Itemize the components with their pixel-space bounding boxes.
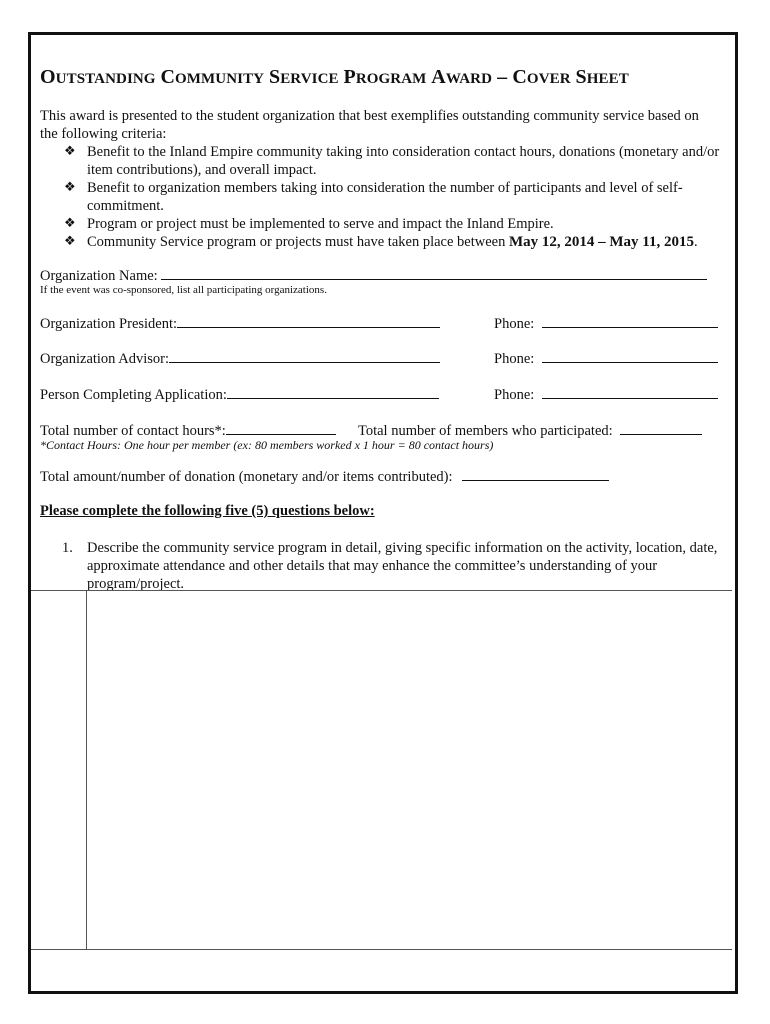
eligibility-dates: May 12, 2014 – May 11, 2015 xyxy=(508,234,694,250)
question-number: 1. xyxy=(62,540,73,556)
advisor-row xyxy=(40,348,440,368)
advisor-phone-field[interactable] xyxy=(542,348,718,363)
answer-box-bottom-border xyxy=(31,949,732,950)
president-phone-row xyxy=(494,313,718,333)
president-field[interactable] xyxy=(177,313,440,328)
advisor-field[interactable] xyxy=(169,348,440,363)
contact-hours-label: Total number of contact hours*: xyxy=(40,423,226,439)
criteria-item: ❖ Benefit to the Inland Empire community taking into consideration contact hours, donations (monetary and/or item contributions), and overall impact. xyxy=(64,144,720,178)
members-field[interactable] xyxy=(620,420,702,435)
members-row xyxy=(358,420,702,440)
contact-hours-row xyxy=(40,420,336,440)
question-item xyxy=(64,539,720,593)
president-phone-field[interactable] xyxy=(542,313,718,328)
donation-label: Total amount/number of donation (monetary and/or items contributed): xyxy=(40,469,453,485)
person-completing-field[interactable] xyxy=(227,384,439,399)
criteria-list xyxy=(64,143,724,251)
phone-label: Phone: xyxy=(494,387,535,403)
questions-heading: Please complete the following five (5) questions below: xyxy=(40,503,375,519)
criteria-item: ❖ Community Service program or projects must have taken place between May 12, 2014 – May 11, 2015. xyxy=(64,234,698,250)
intro-paragraph: This award is presented to the student organization that best exemplifies outstanding community service based on the following criteria: xyxy=(40,108,699,142)
members-label: Total number of members who participated: xyxy=(358,423,613,439)
page-title: OUTSTANDING COMMUNITY SERVICE PROGRAM AWARD – COVER SHEET xyxy=(40,66,629,88)
org-name-row xyxy=(40,265,707,285)
person-completing-row xyxy=(40,384,439,404)
diamond-bullet-icon: ❖ xyxy=(64,180,76,195)
person-phone-row xyxy=(494,384,718,404)
diamond-bullet-icon: ❖ xyxy=(64,144,76,159)
cosponsor-note: If the event was co-sponsored, list all participating organizations. xyxy=(40,284,327,296)
contact-hours-note: *Contact Hours: One hour per member (ex: 80 members worked x 1 hour = 80 contact hours) xyxy=(40,438,494,452)
advisor-label: Organization Advisor: xyxy=(40,351,170,367)
diamond-bullet-icon: ❖ xyxy=(64,234,76,249)
phone-label: Phone: xyxy=(494,316,535,332)
phone-label: Phone: xyxy=(494,351,535,367)
person-phone-field[interactable] xyxy=(542,384,718,399)
donation-row xyxy=(40,466,609,486)
criteria-item: ❖ Program or project must be implemented to serve and impact the Inland Empire. xyxy=(64,216,554,232)
org-name-field[interactable] xyxy=(161,265,707,280)
advisor-phone-row xyxy=(494,348,718,368)
org-name-label: Organization Name: xyxy=(40,268,158,284)
criteria-item: ❖ Benefit to organization members taking into consideration the number of participants and level of self-commitment. xyxy=(64,180,683,214)
donation-field[interactable] xyxy=(462,466,609,481)
president-row xyxy=(40,313,440,333)
president-label: Organization President: xyxy=(40,316,178,332)
person-completing-label: Person Completing Application: xyxy=(40,387,227,403)
question-text: Describe the community service program in detail, giving specific information on the activity, location, date, approximate attendance and other details that may enhance the committee’s understanding of your program/project. xyxy=(87,540,718,592)
diamond-bullet-icon: ❖ xyxy=(64,216,76,231)
answer-area[interactable] xyxy=(87,591,732,948)
contact-hours-field[interactable] xyxy=(226,420,336,435)
